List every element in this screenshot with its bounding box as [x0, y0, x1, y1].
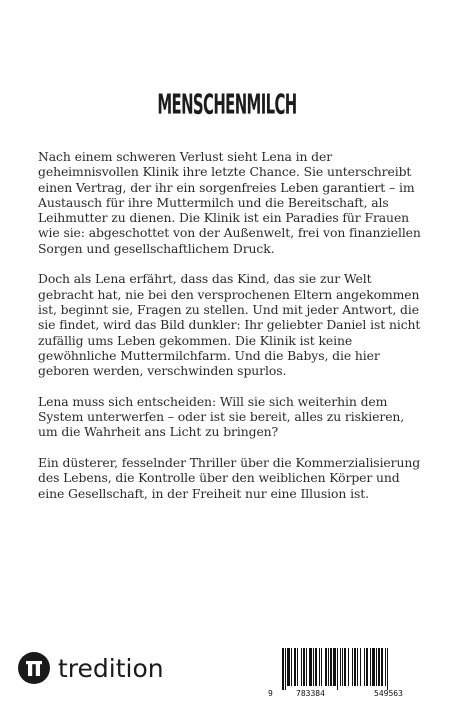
isbn-digit-group: 549563: [374, 689, 403, 698]
tredition-logo-icon: [18, 652, 50, 684]
publisher-logo: [18, 650, 164, 686]
publisher-name: tredition: [58, 653, 164, 683]
blurb-paragraph: Doch als Lena erfährt, dass das Kind, das sie zur Welt gebracht hat, nie bei den versprochenen Eltern angekommen ist, beginnt sie, Fragen zu stellen. Und mit jeder Antwort, die sie findet, wird das Bild dunkler: Ihr geliebter Daniel ist nicht zufällig ums Leben gekommen. Die Klinik ist keine gewöhnliche Muttermilchfarm. Und die Babys, die hier geboren werden, verschwinden spurlos.: [38, 271, 421, 379]
blurb-paragraph: Lena muss sich entscheiden: Will sie sich weiterhin dem System unterwerfen – oder ist sie bereit, alles zu riskieren, um die Wahrheit ans Licht zu bringen?: [38, 393, 405, 440]
blurb-text: [38, 149, 422, 516]
isbn-digit-group: 783384: [296, 689, 325, 698]
isbn-digit-prefix: 9: [268, 689, 273, 698]
blurb-paragraph: Ein düsterer, fesselnder Thriller über die Kommerzialisierung des Lebens, die Kontrolle über den weiblichen Körper und eine Gesellschaft, in der Freiheit nur eine Illusion ist.: [38, 454, 421, 501]
isbn-number: [268, 689, 440, 700]
blurb-paragraph: Nach einem schweren Verlust sieht Lena in der geheimnisvollen Klinik ihre letzte Chance. Sie unterschreibt einen Vertrag, der ihr ein sorgenfreies Leben garantiert – im Austausch für ihre Muttermilch und die Bereitschaft, als Leihmutter zu dienen. Die Klinik ist ein Paradies für Frauen wie sie: abgeschottet von der Außenwelt, frei von finanziellen Sorgen und gesellschaftlichem Druck.: [38, 149, 421, 256]
book-title: MENSCHENMILCH: [157, 88, 297, 121]
